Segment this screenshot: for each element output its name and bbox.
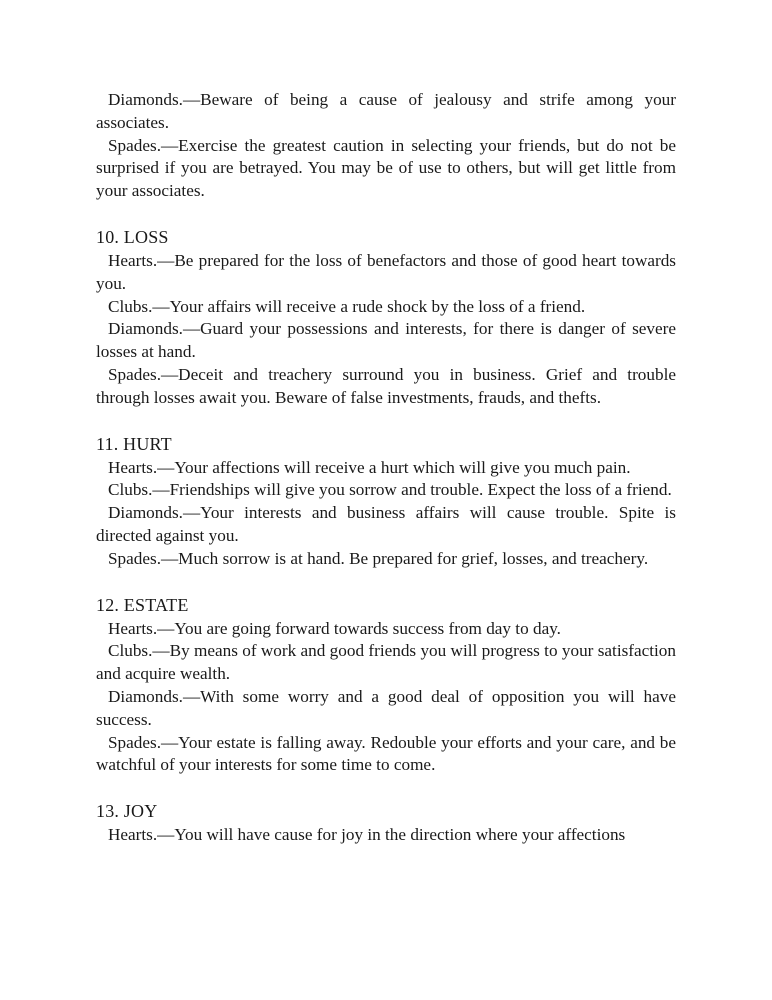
- paragraph-hearts: Hearts.—You will have cause for joy in the direction where your affections: [108, 825, 626, 845]
- document-page: [96, 89, 676, 847]
- section-heading: 12. ESTATE: [96, 594, 189, 615]
- paragraph-spades: Spades.—Much sorrow is at hand. Be prepared for grief, losses, and treachery.: [108, 548, 649, 568]
- paragraph-diamonds: Diamonds.—Guard your possessions and interests, for there is danger of severe losses at hand.: [96, 319, 676, 362]
- paragraph-diamonds: Diamonds.—Your interests and business affairs will cause trouble. Spite is directed against you.: [96, 503, 676, 545]
- section-joy: [96, 799, 676, 847]
- paragraph-hearts: Hearts.—Be prepared for the loss of benefactors and those of good heart towards you.: [96, 250, 676, 293]
- section-heading: 13. JOY: [96, 801, 158, 822]
- paragraph-diamonds: Diamonds.—Beware of being a cause of jealousy and strife among your associates.: [96, 90, 676, 132]
- paragraph-spades: Spades.—Your estate is falling away. Redouble your efforts and your care, and be watchful of your interests for some time to come.: [96, 732, 676, 775]
- section-heading: 10. LOSS: [96, 226, 169, 247]
- paragraph-diamonds: Diamonds.—With some worry and a good deal of opposition you will have success.: [96, 686, 676, 729]
- paragraph-clubs: Clubs.—Friendships will give you sorrow and trouble. Expect the loss of a friend.: [108, 480, 672, 500]
- section-heading: 11. HURT: [96, 433, 172, 454]
- paragraph-clubs: Clubs.—By means of work and good friends you will progress to your satisfaction and acquire wealth.: [96, 641, 676, 684]
- section-estate: [96, 593, 676, 778]
- section-loss: [96, 225, 676, 410]
- intro-block: [96, 89, 676, 203]
- section-hurt: [96, 432, 676, 571]
- paragraph-clubs: Clubs.—Your affairs will receive a rude shock by the loss of a friend.: [108, 296, 586, 316]
- paragraph-hearts: Hearts.—Your affections will receive a hurt which will give you much pain.: [108, 457, 631, 477]
- paragraph-spades: Spades.—Exercise the greatest caution in selecting your friends, but do not be surprised if you are betrayed. You may be of use to others, but will get little from your associates.: [96, 135, 676, 201]
- paragraph-hearts: Hearts.—You are going forward towards success from day to day.: [108, 618, 561, 638]
- paragraph-spades: Spades.—Deceit and treachery surround you in business. Grief and trouble through losses await you. Beware of false investments, frauds, and thefts.: [96, 364, 676, 407]
